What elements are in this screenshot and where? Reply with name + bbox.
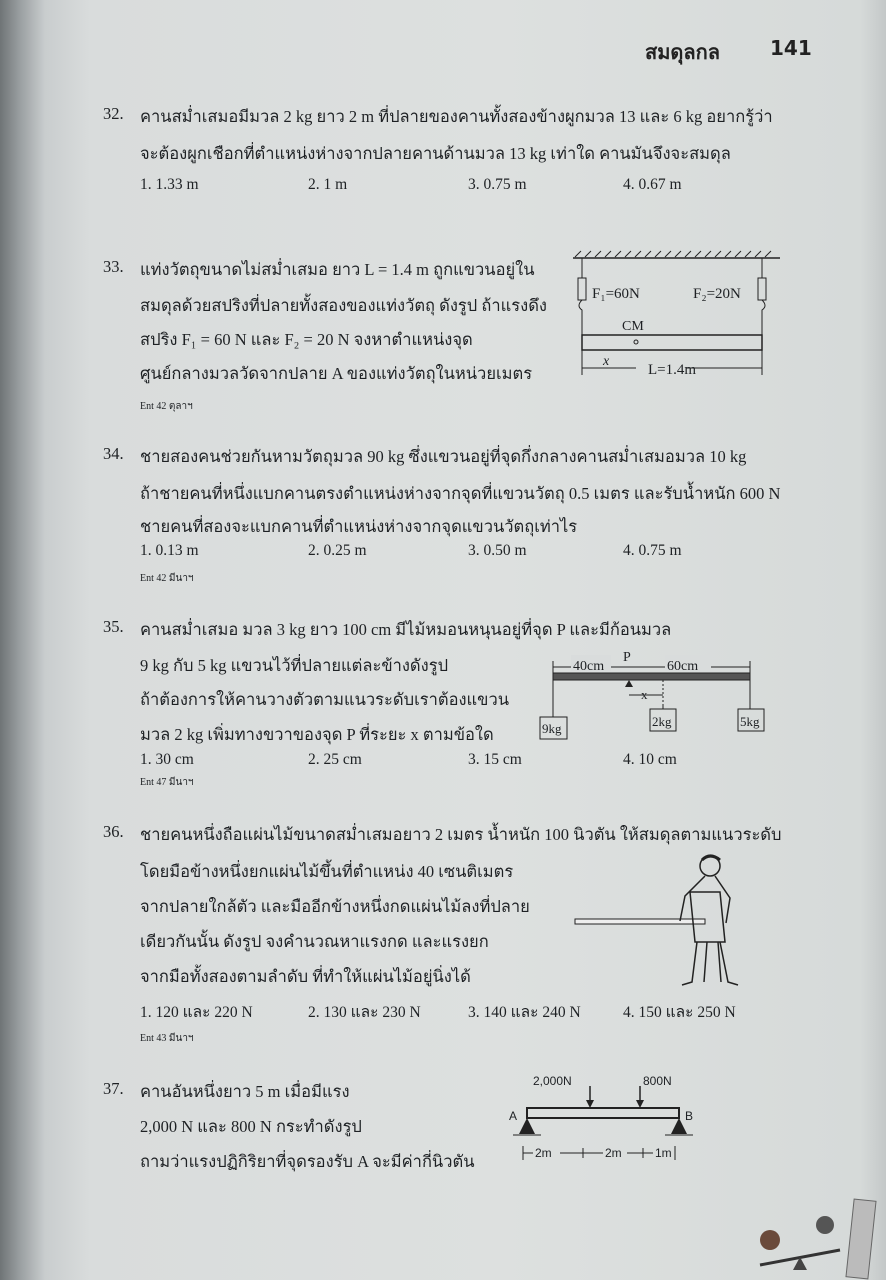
question-text: คานสม่ำเสมอมีมวล 2 kg ยาว 2 m ที่ปลายของคานทั้งสองข้างผูกมวล 13 และ 6 kg อยากรู้ว่า [140,107,773,126]
question-text: สปริง F₁ = 60 N และ F₂ = 20 N จงหาตำแหน่งจุด [140,330,473,349]
question-text: ถ้าชายคนที่หนึ่งแบกคานตรงตำแหน่งห่างจากจุดที่แขวนวัตถุ 0.5 เมตร และรับน้ำหนัก 600 N [140,484,781,503]
option: 4. 0.75 m [623,542,682,559]
question-text: มวล 2 kg เพิ่มทางขวาของจุด P ที่ระยะ x ตามข้อใด [140,725,494,744]
question-text: ถามว่าแรงปฏิกิริยาที่จุดรองรับ A จะมีค่ากี่นิวตัน [140,1152,475,1171]
question-text: จากปลายใกล้ตัว และมืออีกข้างหนึ่งกดแผ่นไม้ลงที่ปลาย [140,897,530,916]
force-800n-label: 800N [643,1074,672,1088]
option: 1. 1.33 m [140,176,199,193]
question-text: คานอันหนึ่งยาว 5 m เมื่อมีแรง [140,1082,350,1101]
spring-bar-diagram [570,250,785,385]
source-note: Ent 47 มีนาฯ [140,777,194,788]
question-text: จากมือทั้งสองตามลำดับ ที่ทำให้แผ่นไม้อยู่นิ่งได้ [140,967,471,986]
chapter-title: สมดุลกล [645,40,720,64]
right-distance-label: 60cm [667,659,699,674]
force-2000n-label: 2,000N [533,1074,572,1088]
option: 4. 150 และ 250 N [623,1004,736,1021]
question-text: ชายสองคนช่วยกันหามวัตถุมวล 90 kg ซึ่งแขวนอยู่ที่จุดกึ่งกลางคานสม่ำเสมอมวล 10 kg [140,447,747,466]
source-note: Ent 42 ตุลาฯ [140,401,193,412]
source-note: Ent 43 มีนาฯ [140,1033,194,1044]
question-number: 33. [103,257,124,276]
source-note: Ent 42 มีนาฯ [140,573,194,584]
question-number: 37. [103,1079,124,1098]
pivot-label: P [623,650,631,665]
option: 1. 120 และ 220 N [140,1004,253,1021]
cm-label: CM [622,319,644,334]
option: 2. 130 และ 230 N [308,1004,421,1021]
option: 2. 0.25 m [308,542,367,559]
question-number: 32. [103,104,124,123]
man-holding-plank-illustration [570,852,755,992]
question-text: โดยมือข้างหนึ่งยกแผ่นไม้ขึ้นที่ตำแหน่ง 40 เซนติเมตร [140,862,514,881]
x-label: x [603,354,610,369]
seesaw-tower-decoration-icon [755,1195,886,1280]
question-text: เดียวกันนั้น ดังรูป จงคำนวณหาแรงกด และแรงยก [140,932,489,951]
mass-2kg-label: 2kg [652,714,672,729]
length-label: L=1.4m [648,362,697,378]
question-number: 36. [103,822,124,841]
question-text: สมดุลด้วยสปริงที่ปลายทั้งสองของแท่งวัตถุ ดังรูป ถ้าแรงดึง [140,296,547,315]
question-text: แท่งวัตถุขนาดไม่สม่ำเสมอ ยาว L = 1.4 m ถูกแขวนอยู่ใน [140,260,535,279]
option: 3. 0.75 m [468,176,527,193]
question-text: ชายคนที่สองจะแบกคานที่ตำแหน่งห่างจากจุดแขวนวัตถุเท่าไร [140,517,578,536]
distance-label: 2m [535,1146,552,1160]
page-number: 141 [770,36,812,60]
lever-diagram [535,645,775,745]
mass-9kg-label: 9kg [542,721,562,736]
option: 4. 0.67 m [623,176,682,193]
support-b-label: B [685,1109,694,1123]
option: 3. 140 และ 240 N [468,1004,581,1021]
option: 1. 0.13 m [140,542,199,559]
left-distance-label: 40cm [573,659,605,674]
x-label: x [641,687,648,702]
question-number: 34. [103,444,124,463]
question-text: 9 kg กับ 5 kg แขวนไว้ที่ปลายแต่ละข้างดังรูป [140,656,449,675]
spring-force-1-label: F₁=60N [592,286,640,302]
option: 4. 10 cm [623,751,677,768]
distance-label: 2m [605,1146,622,1160]
option: 3. 15 cm [468,751,522,768]
question-text: ศูนย์กลางมวลวัดจากปลาย A ของแท่งวัตถุในหน่วยเมตร [140,364,533,383]
option: 1. 30 cm [140,751,194,768]
question-text: 2,000 N และ 800 N กระทำดังรูป [140,1117,362,1136]
question-text: ถ้าต้องการให้คานวางตัวตามแนวระดับเราต้องแขวน [140,690,509,709]
spring-force-2-label: F₂=20N [693,286,741,302]
beam-supports-diagram [505,1068,705,1168]
question-text: จะต้องผูกเชือกที่ตำแหน่งห่างจากปลายคานด้านมวล 13 kg เท่าใด คานมันจึงจะสมดุล [140,144,731,163]
support-a-label: A [509,1109,518,1123]
option: 3. 0.50 m [468,542,527,559]
mass-5kg-label: 5kg [740,714,760,729]
distance-label: 1m [655,1146,672,1160]
question-text: ชายคนหนึ่งถือแผ่นไม้ขนาดสม่ำเสมอยาว 2 เมตร น้ำหนัก 100 นิวตัน ให้สมดุลตามแนวระดับ [140,825,782,844]
option: 2. 25 cm [308,751,362,768]
question-text: คานสม่ำเสมอ มวล 3 kg ยาว 100 cm มีไม้หมอนหนุนอยู่ที่จุด P และมีก้อนมวล [140,620,672,639]
question-number: 35. [103,617,124,636]
option: 2. 1 m [308,176,348,193]
